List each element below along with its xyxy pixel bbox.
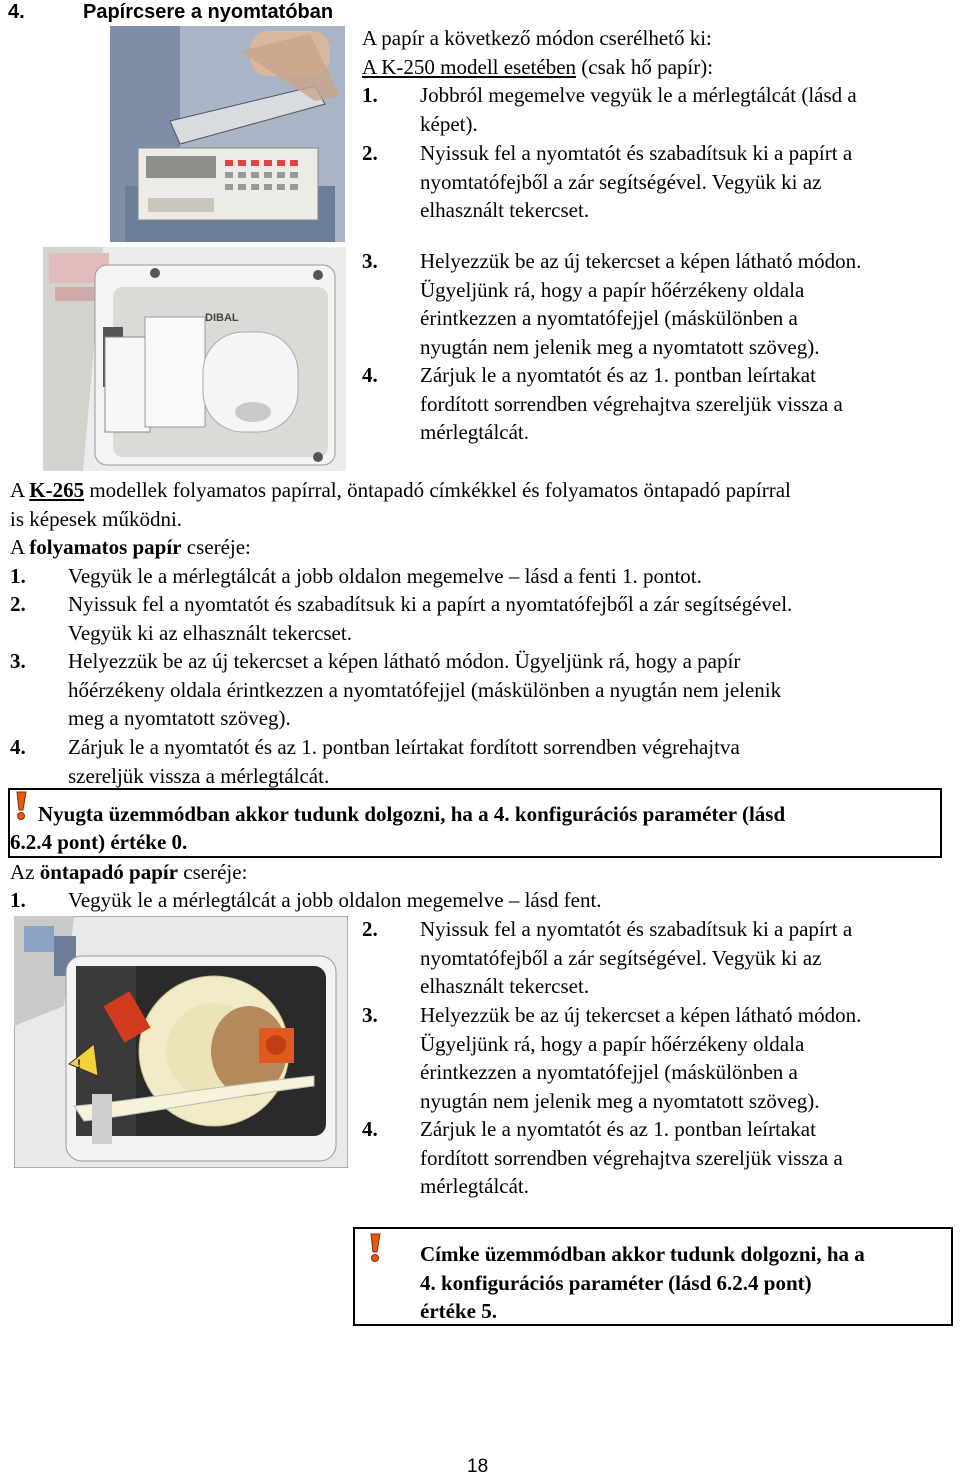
k265-step-3-number: 3. bbox=[10, 649, 26, 673]
k265-step-1-number: 1. bbox=[10, 564, 26, 588]
photo-k250-printer-roll bbox=[43, 247, 346, 471]
label-step-3-text: Helyezzük be az új tekercset a képen látható módon. Ügyeljünk rá, hogy a papír hőérzékeny oldala érintkezzen a nyomtatófejjel (máskülönben a nyugtán nem jelenik meg a nyomtatott szöveg). bbox=[420, 1003, 862, 1113]
k250-step-1-number: 1. bbox=[362, 83, 378, 107]
receipt-mode-warning-text-2: 6.2.4 pont) értéke 0. bbox=[10, 830, 188, 854]
k265-intro-line2: is képesek működni. bbox=[10, 507, 183, 531]
k250-model-note: (csak hő papír): bbox=[576, 55, 714, 79]
k250-step-4-number: 4. bbox=[362, 363, 378, 387]
k265-step-2-number: 2. bbox=[10, 592, 26, 616]
k265-step-4-text: Zárjuk le a nyomtatót és az 1. pontban leírtakat fordított sorrendben végrehajtva szereljük vissza a mérlegtálcát. bbox=[68, 735, 740, 788]
label-step-1-text: Vegyük le a mérlegtálcát a jobb oldalon megemelve – lásd fent. bbox=[68, 888, 602, 912]
k265-model-name: K-265 bbox=[29, 478, 85, 502]
label-paper-heading: Az öntapadó papír cseréje: bbox=[10, 860, 248, 884]
page-number: 18 bbox=[467, 1456, 489, 1477]
k265-continuous-heading: A folyamatos papír cseréje: bbox=[10, 535, 251, 559]
warning-exclamation-icon bbox=[8, 790, 34, 827]
photo-label-printer-roll bbox=[14, 916, 348, 1168]
receipt-mode-warning-text: Nyugta üzemmódban akkor tudunk dolgozni, ha a 4. konfigurációs paraméter (lásd bbox=[38, 802, 786, 826]
section-heading bbox=[8, 1, 334, 24]
svg-text:!: ! bbox=[77, 1057, 81, 1071]
k265-step-1-text: Vegyük le a mérlegtálcát a jobb oldalon megemelve – lásd a fenti 1. pontot. bbox=[68, 564, 702, 588]
label-step-1-number: 1. bbox=[10, 888, 26, 912]
label-mode-warning-text: Címke üzemmódban akkor tudunk dolgozni, ha a 4. konfigurációs paraméter (lásd 6.2.4 pont) értéke 5. bbox=[420, 1242, 865, 1324]
label-step-4-text: Zárjuk le a nyomtatót és az 1. pontban leírtakat fordított sorrendben végrehajtva szereljük vissza a mérlegtálcát. bbox=[420, 1117, 843, 1199]
k265-step-2-text: Nyissuk fel a nyomtatót és szabadítsuk ki a papírt a nyomtatófejből a zár segítségével. Vegyük ki az elhasznált tekercset. bbox=[68, 592, 793, 645]
warning-exclamation-icon-2 bbox=[362, 1232, 388, 1269]
section-number: 4. bbox=[8, 1, 25, 23]
photo-brand-label: DIBAL bbox=[205, 312, 239, 324]
k250-step-3-text: Helyezzük be az új tekercset a képen látható módon. Ügyeljünk rá, hogy a papír hőérzékeny oldala érintkezzen a nyomtatófejjel (máskülönben a nyugtán nem jelenik meg a nyomtatott szöveg). bbox=[420, 249, 862, 359]
label-step-2-number: 2. bbox=[362, 917, 378, 941]
k265-step-4-number: 4. bbox=[10, 735, 26, 759]
section-title: Papírcsere a nyomtatóban bbox=[83, 1, 334, 23]
k250-step-4-text: Zárjuk le a nyomtatót és az 1. pontban leírtakat fordított sorrendben végrehajtva szereljük vissza a mérlegtálcát. bbox=[420, 363, 843, 445]
label-step-4-number: 4. bbox=[362, 1117, 378, 1141]
label-step-3-number: 3. bbox=[362, 1003, 378, 1027]
k250-model-line bbox=[362, 53, 713, 82]
k250-step-1-text: Jobbról megemelve vegyük le a mérlegtálcát (lásd a képet). bbox=[420, 83, 857, 136]
label-step-2-text: Nyissuk fel a nyomtatót és szabadítsuk ki a papírt a nyomtatófejből a zár segítségével. Vegyük ki az elhasznált tekercset. bbox=[420, 917, 853, 999]
k250-step-3-number: 3. bbox=[362, 249, 378, 273]
k265-step-3-text: Helyezzük be az új tekercset a képen látható módon. Ügyeljünk rá, hogy a papír hőérzékeny oldala érintkezzen a nyomtatófejjel (máskülönben a nyugtán nem jelenik meg a nyomtatott szöveg). bbox=[68, 649, 782, 731]
k250-intro: A papír a következő módon cserélhető ki: bbox=[362, 26, 712, 50]
k250-step-2-text: Nyissuk fel a nyomtatót és szabadítsuk ki a papírt a nyomtatófejből a zár segítségével. Vegyük ki az elhasznált tekercset. bbox=[420, 141, 853, 223]
k250-model-name: A K-250 modell esetében bbox=[362, 55, 577, 79]
k265-intro: A K-265 modellek folyamatos papírral, öntapadó címkékkel és folyamatos öntapadó papírral bbox=[10, 478, 791, 502]
k250-step-2-number: 2. bbox=[362, 141, 378, 165]
photo-scale-tray-removal bbox=[110, 26, 345, 242]
